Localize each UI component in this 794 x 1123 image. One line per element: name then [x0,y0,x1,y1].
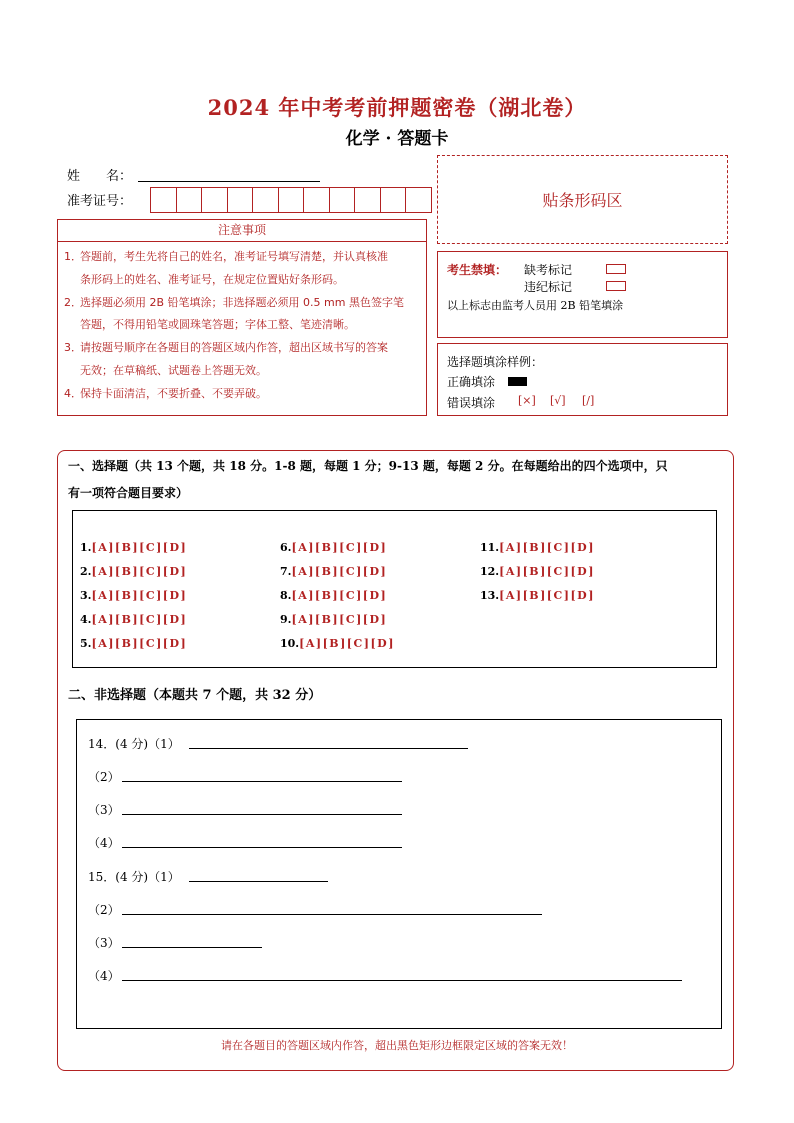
id-digit-box[interactable] [354,187,381,213]
absent-label: 缺考标记 [524,263,573,277]
page-title: 2024 年中考考前押题密卷（湖北卷） [207,95,587,120]
mc-question[interactable]: 12.[A][B][C][D] [480,565,595,578]
name-label: 姓 名： [67,169,133,184]
q14-label: 14．(4 分)（1） [88,737,180,751]
violation-checkbox[interactable] [606,281,626,291]
mc-question[interactable]: 7.[A][B][C][D] [280,565,388,578]
q15-answer-line-4[interactable] [122,980,682,981]
mc-question[interactable]: 4.[A][B][C][D] [80,613,188,626]
id-label: 准考证号： [67,194,133,209]
id-digit-box[interactable] [278,187,305,213]
mc-question[interactable]: 13.[A][B][C][D] [480,589,595,602]
notice-item: 2． 选择题必须用 2B 铅笔填涂；非选择题必须用 0.5 mm 黑色签字笔 答题，不得用铅笔或圆珠笔答题；字体工整、笔迹清晰。 [64,295,404,332]
barcode-area [437,155,728,244]
id-digit-box[interactable] [150,187,177,213]
wrong-mark: [×] [518,394,536,407]
notice-item: 1． 答题前，考生先将自己的姓名，准考证号填写清楚，并认真核准 条形码上的姓名、准考证号，在规定位置贴好条形码。 [64,250,388,286]
id-digit-box[interactable] [176,187,203,213]
id-digit-box[interactable] [329,187,356,213]
fill-sample-box [437,343,728,416]
mc-question[interactable]: 8.[A][B][C][D] [280,589,388,602]
q14-part-label: （2） [88,770,120,784]
forbidden-label: 考生禁填： [447,263,508,277]
name-field[interactable] [138,181,320,182]
mc-question[interactable]: 11.[A][B][C][D] [480,541,595,554]
mc-question[interactable]: 2.[A][B][C][D] [80,565,188,578]
q14-part-label: （3） [88,803,120,817]
correct-fill-mark [508,377,527,386]
absent-checkbox[interactable] [606,264,626,274]
q14-answer-line-1[interactable] [189,748,468,749]
barcode-area-label: 贴条形码区 [542,191,623,210]
examiner-marks-box [437,251,728,338]
id-digit-box[interactable] [380,187,407,213]
section2-heading: 二、非选择题（本题共 7 个题，共 32 分） [68,688,322,703]
mc-question[interactable]: 6.[A][B][C][D] [280,541,388,554]
mc-question[interactable]: 5.[A][B][C][D] [80,637,188,650]
mc-question[interactable]: 3.[A][B][C][D] [80,589,188,602]
q14-part-label: （4） [88,836,120,850]
id-digit-box[interactable] [201,187,228,213]
q14-answer-line-3[interactable] [122,814,402,815]
footer-warning: 请在各题目的答题区域内作答，超出黑色矩形边框限定区域的答案无效！ [221,1039,573,1052]
mc-question[interactable]: 1.[A][B][C][D] [80,541,188,554]
q14-answer-line-4[interactable] [122,847,402,848]
notice-title: 注意事项 [57,219,427,242]
forbidden-note: 以上标志由监考人员用 2B 铅笔填涂 [447,299,624,312]
correct-fill-label: 正确填涂 [447,375,496,389]
page-subtitle: 化学 · 答题卡 [345,129,449,149]
q14-answer-line-2[interactable] [122,781,402,782]
id-digit-box[interactable] [303,187,330,213]
q15-answer-line-1[interactable] [189,881,328,882]
section1-heading: 一、选择题（共 13 个题，共 18 分。1-8 题，每题 1 分；9-13 题，每题 2 分。在每题给出的四个选项中，只 [68,459,668,473]
notice-item: 4． 保持卡面清洁，不要折叠、不要弄破。 [64,386,267,400]
violation-label: 违纪标记 [524,280,573,294]
section1-heading-cont: 有一项符合题目要求） [68,486,189,500]
free-response-box [76,719,722,1029]
wrong-mark: [/] [582,394,595,407]
id-digit-box[interactable] [227,187,254,213]
q15-label: 15．(4 分)（1） [88,870,180,884]
id-number-boxes[interactable] [150,187,431,213]
mc-question[interactable]: 9.[A][B][C][D] [280,613,388,626]
q15-part-label: （4） [88,969,120,983]
wrong-fill-label: 错误填涂 [447,396,496,410]
q15-answer-line-2[interactable] [122,914,542,915]
id-digit-box[interactable] [405,187,432,213]
mc-question[interactable]: 10.[A][B][C][D] [280,637,395,650]
q15-part-label: （3） [88,936,120,950]
id-digit-box[interactable] [252,187,279,213]
q15-answer-line-3[interactable] [122,947,262,948]
wrong-mark: [√] [550,394,566,407]
fill-sample-title: 选择题填涂样例： [447,355,544,369]
notice-item: 3． 请按题号顺序在各题目的答题区域内作答，超出区域书写的答案 无效；在草稿纸、试题卷上答题无效。 [64,341,388,377]
notice-body [57,241,427,416]
q15-part-label: （2） [88,903,120,917]
